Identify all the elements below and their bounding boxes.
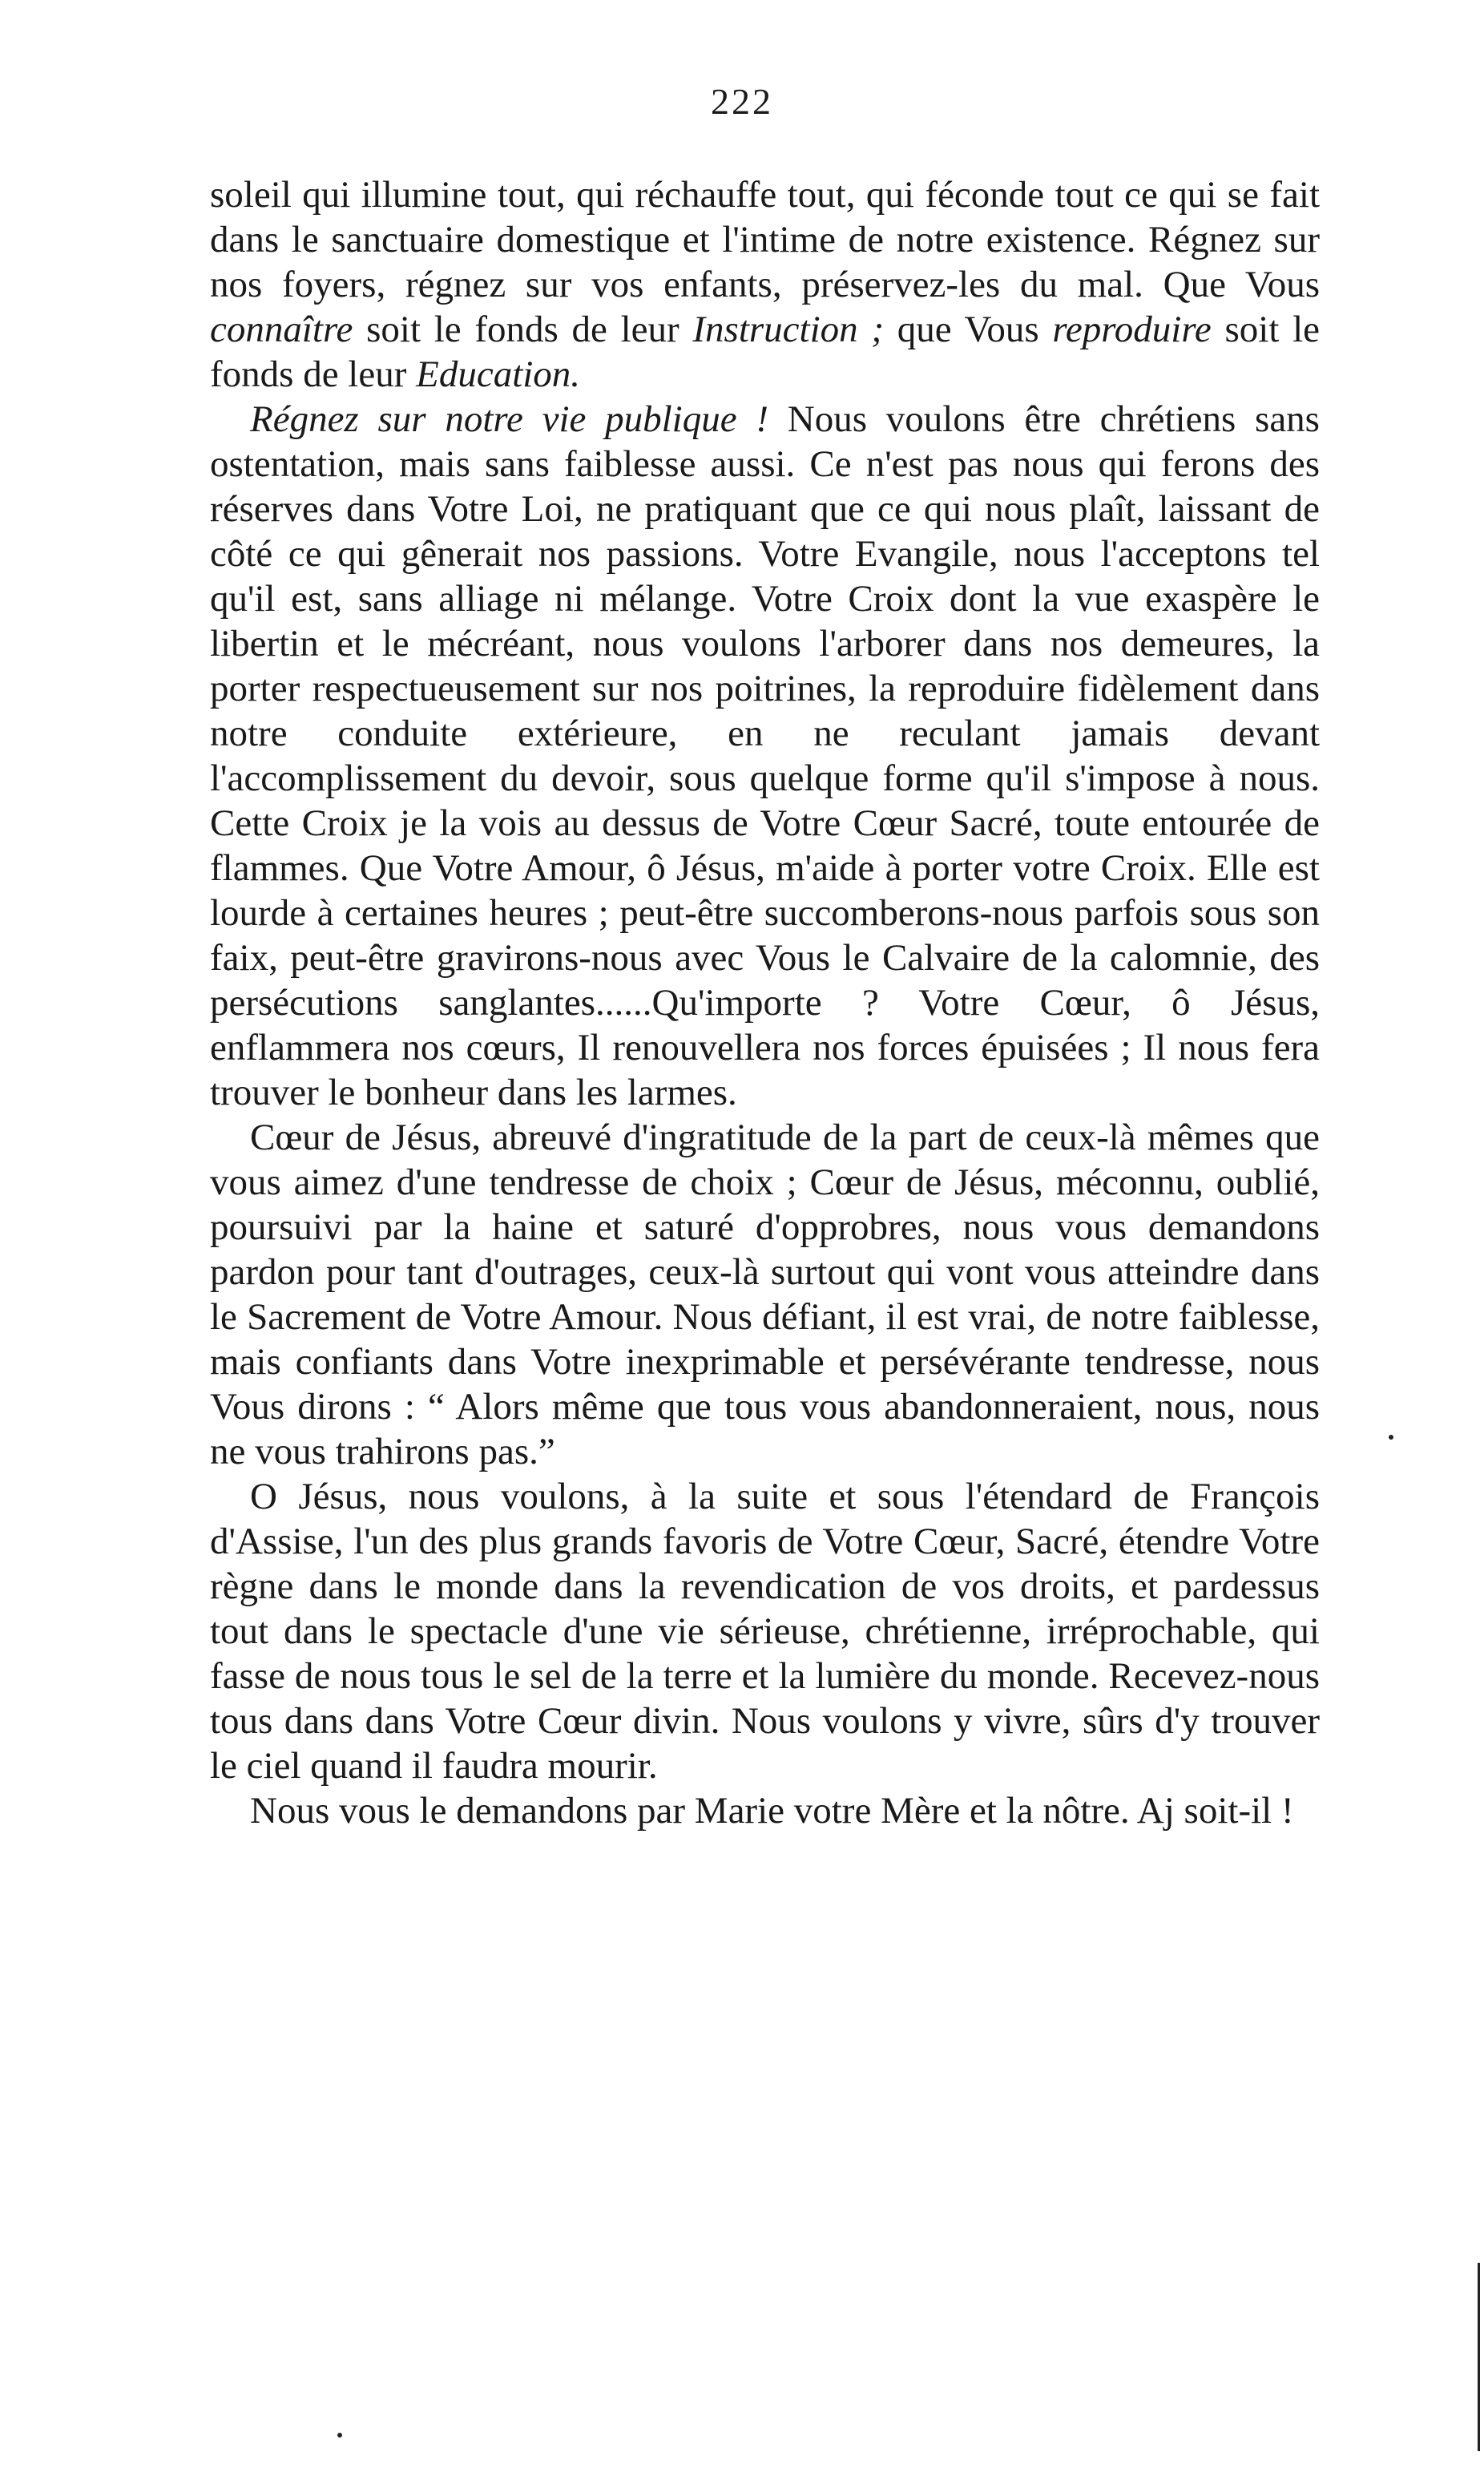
body-text xyxy=(210,172,1320,1833)
text-run: que Vous xyxy=(884,309,1053,350)
paragraph xyxy=(210,172,1320,397)
page-edge-line xyxy=(1478,2263,1480,2451)
ink-speck xyxy=(337,2433,342,2438)
paragraph xyxy=(210,1474,1320,1788)
page-number: 222 xyxy=(711,81,773,122)
paragraph xyxy=(210,397,1320,1115)
italic-text: Régnez sur notre vie publique ! xyxy=(250,398,769,440)
text-run: soit le fonds de leur xyxy=(210,309,1321,395)
italic-text: Instruction ; xyxy=(692,309,885,350)
text-run: soit le fonds de leur xyxy=(353,309,693,350)
text-run: Nous vous le demandons par Marie votre Mère et la nôtre. Aj soit-il ! xyxy=(250,1790,1294,1832)
text-run: soleil qui illumine tout, qui réchauffe tout, qui féconde tout ce qui se fait dans le sanctuaire domestique et l'intime de notre existence. Régnez sur nos foyers, régnez sur vos enfants, préservez-les du mal. Que Vous xyxy=(210,174,1320,305)
text-run: O Jésus, nous voulons, à la suite et sous l'étendard de François d'Assise, l'un des plus grands favoris de Votre Cœur, Sacré, étendre Votre règne dans le monde dans la revendication de vos droits, et pardessus tout dans le spectacle d'une vie sérieuse, chrétienne, irréprochable, qui fasse de nous tous le sel de la terre et la lumière du monde. Recevez-nous tous dans dans Votre Cœur divin. Nous voulons y vivre, sûrs d'y trouver le ciel quand il faudra mourir. xyxy=(210,1476,1320,1787)
paragraph xyxy=(210,1115,1320,1474)
text-run: Nous voulons être chrétiens sans ostentation, mais sans faiblesse aussi. Ce n'est pas nous qui ferons des réserves dans Votre Loi, ne pratiquant que ce qui nous plaît, laissant de côté ce qui gênerait nos passions. Votre Evangile, nous l'acceptons tel qu'il est, sans alliage ni mélange. Votre Croix dont la vue exaspère le libertin et le mécréant, nous voulons l'arborer dans nos demeures, la porter respectueusement sur nos poitrines, la reproduire fidèlement dans notre conduite extérieure, en ne reculant jamais devant l'accomplissement du devoir, sous quelque forme qu'il s'impose à nous. Cette Croix je la vois au dessus de Votre Cœur Sacré, toute entourée de flammes. Que Votre Amour, ô Jésus, m'aide à porter votre Croix. Elle est lourde à certaines heures ; peut-être succomberons-nous parfois sous son faix, peut-être gravirons-nous avec Vous le Calvaire de la calomnie, des persécutions sanglantes......Qu'importe ? Votre Cœur, ô Jésus, enflammera nos cœurs, Il renouvellera nos forces épuisées ; Il nous fera trouver le bonheur dans les larmes. xyxy=(210,398,1320,1113)
italic-text: Education. xyxy=(416,353,581,395)
paragraph xyxy=(210,1788,1320,1833)
italic-text: connaître xyxy=(210,309,353,350)
italic-text: reproduire xyxy=(1052,309,1212,350)
text-run: Cœur de Jésus, abreuvé d'ingratitude de la part de ceux-là mêmes que vous aimez d'une tendresse de choix ; Cœur de Jésus, méconnu, oublié, poursuivi par la haine et saturé d'opprobres, nous vous demandons pardon pour tant d'outrages, ceux-là surtout qui vont vous atteindre dans le Sacrement de Votre Amour. Nous défiant, il est vrai, de notre faiblesse, mais confiants dans Votre inexprimable et persévérante tendresse, nous Vous dirons : “ Alors même que tous vous abandonneraient, nous, nous ne vous trahirons pas.” xyxy=(210,1117,1320,1472)
ink-speck xyxy=(1389,1435,1393,1440)
